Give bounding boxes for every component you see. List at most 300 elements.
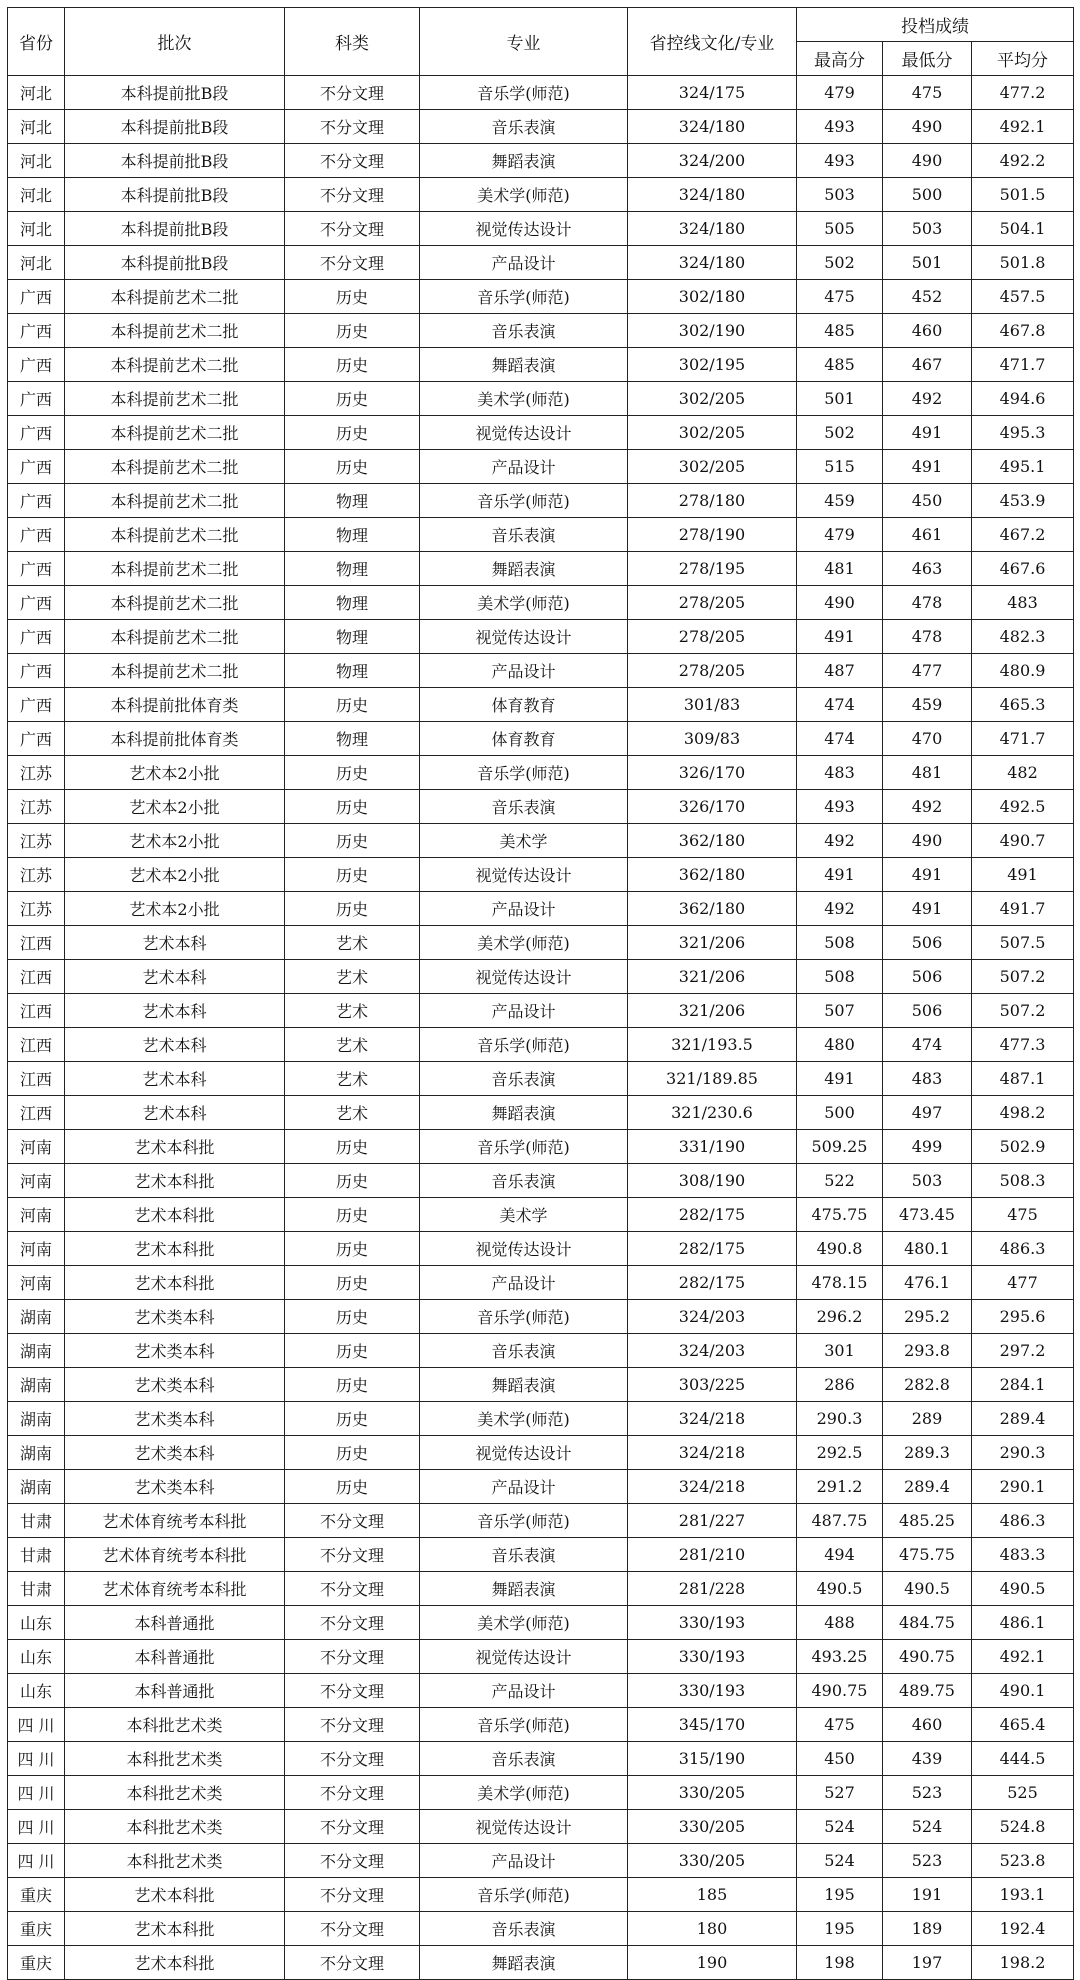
table-row	[8, 994, 1074, 1028]
cell-major: 视觉传达设计	[420, 1436, 628, 1470]
cell-control-line: 301/83	[628, 688, 797, 722]
cell-min-score: 499	[883, 1130, 972, 1164]
cell-batch: 本科提前艺术二批	[65, 314, 285, 348]
cell-max-score: 296.2	[797, 1300, 883, 1334]
cell-max-score: 522	[797, 1164, 883, 1198]
cell-subject: 不分文理	[285, 1742, 420, 1776]
cell-min-score: 484.75	[883, 1606, 972, 1640]
cell-batch: 艺术类本科	[65, 1334, 285, 1368]
cell-avg-score: 490.7	[972, 824, 1074, 858]
cell-avg-score: 475	[972, 1198, 1074, 1232]
cell-province: 江苏	[8, 790, 65, 824]
table-row	[8, 1232, 1074, 1266]
cell-min-score: 492	[883, 382, 972, 416]
cell-control-line: 324/203	[628, 1300, 797, 1334]
cell-major: 美术学	[420, 824, 628, 858]
cell-province: 广西	[8, 552, 65, 586]
cell-max-score: 474	[797, 722, 883, 756]
cell-subject: 历史	[285, 348, 420, 382]
cell-min-score: 506	[883, 926, 972, 960]
cell-batch: 艺术本科批	[65, 1130, 285, 1164]
cell-avg-score: 453.9	[972, 484, 1074, 518]
cell-min-score: 470	[883, 722, 972, 756]
cell-max-score: 292.5	[797, 1436, 883, 1470]
cell-major: 视觉传达设计	[420, 1232, 628, 1266]
cell-batch: 艺术类本科	[65, 1470, 285, 1504]
cell-province: 重庆	[8, 1878, 65, 1912]
cell-major: 音乐学(师范)	[420, 1708, 628, 1742]
table-row	[8, 246, 1074, 280]
cell-batch: 艺术本科	[65, 926, 285, 960]
table-row	[8, 1368, 1074, 1402]
cell-avg-score: 477.2	[972, 76, 1074, 110]
cell-major: 舞蹈表演	[420, 348, 628, 382]
cell-province: 重庆	[8, 1946, 65, 1980]
table-row	[8, 552, 1074, 586]
cell-major: 美术学(师范)	[420, 1606, 628, 1640]
cell-subject: 不分文理	[285, 1504, 420, 1538]
cell-max-score: 503	[797, 178, 883, 212]
cell-batch: 艺术本科	[65, 1028, 285, 1062]
cell-subject: 艺术	[285, 1062, 420, 1096]
cell-major: 音乐表演	[420, 518, 628, 552]
cell-max-score: 490.8	[797, 1232, 883, 1266]
cell-batch: 艺术本科批	[65, 1912, 285, 1946]
cell-subject: 历史	[285, 1130, 420, 1164]
cell-major: 音乐表演	[420, 1912, 628, 1946]
cell-control-line: 190	[628, 1946, 797, 1980]
cell-subject: 物理	[285, 518, 420, 552]
cell-max-score: 491	[797, 620, 883, 654]
cell-min-score: 460	[883, 1708, 972, 1742]
cell-max-score: 480	[797, 1028, 883, 1062]
cell-major: 音乐表演	[420, 790, 628, 824]
cell-max-score: 500	[797, 1096, 883, 1130]
cell-batch: 艺术本科批	[65, 1946, 285, 1980]
cell-control-line: 345/170	[628, 1708, 797, 1742]
cell-major: 音乐表演	[420, 1742, 628, 1776]
cell-avg-score: 192.4	[972, 1912, 1074, 1946]
cell-min-score: 506	[883, 960, 972, 994]
cell-subject: 不分文理	[285, 1878, 420, 1912]
cell-province: 山东	[8, 1606, 65, 1640]
table-row	[8, 1334, 1074, 1368]
cell-major: 音乐学(师范)	[420, 1504, 628, 1538]
table-row	[8, 1810, 1074, 1844]
cell-major: 视觉传达设计	[420, 620, 628, 654]
cell-control-line: 324/218	[628, 1402, 797, 1436]
table-row	[8, 586, 1074, 620]
cell-min-score: 478	[883, 620, 972, 654]
table-row	[8, 1572, 1074, 1606]
cell-subject: 历史	[285, 1334, 420, 1368]
cell-batch: 艺术本2小批	[65, 756, 285, 790]
cell-province: 江西	[8, 960, 65, 994]
cell-subject: 物理	[285, 722, 420, 756]
cell-avg-score: 508.3	[972, 1164, 1074, 1198]
cell-max-score: 195	[797, 1912, 883, 1946]
cell-subject: 艺术	[285, 926, 420, 960]
cell-avg-score: 467.8	[972, 314, 1074, 348]
cell-max-score: 483	[797, 756, 883, 790]
cell-province: 湖南	[8, 1436, 65, 1470]
cell-major: 体育教育	[420, 688, 628, 722]
cell-control-line: 321/230.6	[628, 1096, 797, 1130]
cell-avg-score: 486.1	[972, 1606, 1074, 1640]
cell-max-score: 524	[797, 1844, 883, 1878]
table-row	[8, 1096, 1074, 1130]
cell-max-score: 487.75	[797, 1504, 883, 1538]
cell-province: 甘肃	[8, 1504, 65, 1538]
cell-avg-score: 467.2	[972, 518, 1074, 552]
cell-avg-score: 480.9	[972, 654, 1074, 688]
cell-avg-score: 501.8	[972, 246, 1074, 280]
cell-max-score: 195	[797, 1878, 883, 1912]
cell-province: 江西	[8, 1028, 65, 1062]
header-province: 省份	[8, 8, 65, 76]
cell-major: 美术学	[420, 1198, 628, 1232]
cell-province: 江苏	[8, 756, 65, 790]
cell-major: 视觉传达设计	[420, 1640, 628, 1674]
cell-min-score: 191	[883, 1878, 972, 1912]
cell-min-score: 491	[883, 892, 972, 926]
table-row	[8, 1878, 1074, 1912]
cell-control-line: 278/205	[628, 620, 797, 654]
cell-major: 视觉传达设计	[420, 212, 628, 246]
cell-min-score: 501	[883, 246, 972, 280]
admission-scores-table	[7, 7, 1074, 1980]
table-row	[8, 1504, 1074, 1538]
cell-min-score: 475.75	[883, 1538, 972, 1572]
cell-batch: 艺术本科批	[65, 1878, 285, 1912]
cell-control-line: 309/83	[628, 722, 797, 756]
cell-province: 江苏	[8, 858, 65, 892]
table-row	[8, 484, 1074, 518]
cell-major: 视觉传达设计	[420, 960, 628, 994]
cell-avg-score: 490.1	[972, 1674, 1074, 1708]
cell-max-score: 475	[797, 1708, 883, 1742]
cell-province: 河南	[8, 1164, 65, 1198]
cell-batch: 艺术体育统考本科批	[65, 1572, 285, 1606]
cell-min-score: 491	[883, 858, 972, 892]
cell-major: 产品设计	[420, 1674, 628, 1708]
cell-control-line: 324/218	[628, 1470, 797, 1504]
cell-subject: 历史	[285, 1198, 420, 1232]
cell-min-score: 497	[883, 1096, 972, 1130]
cell-batch: 本科提前艺术二批	[65, 586, 285, 620]
cell-control-line: 330/205	[628, 1776, 797, 1810]
cell-control-line: 326/170	[628, 756, 797, 790]
cell-min-score: 477	[883, 654, 972, 688]
cell-subject: 不分文理	[285, 178, 420, 212]
cell-province: 湖南	[8, 1470, 65, 1504]
cell-subject: 不分文理	[285, 1606, 420, 1640]
cell-control-line: 362/180	[628, 824, 797, 858]
cell-batch: 艺术本科批	[65, 1198, 285, 1232]
cell-subject: 物理	[285, 620, 420, 654]
cell-control-line: 278/205	[628, 654, 797, 688]
cell-province: 湖南	[8, 1334, 65, 1368]
table-row	[8, 1776, 1074, 1810]
cell-max-score: 491	[797, 1062, 883, 1096]
cell-batch: 本科批艺术类	[65, 1810, 285, 1844]
cell-subject: 物理	[285, 654, 420, 688]
table-row	[8, 1640, 1074, 1674]
cell-subject: 不分文理	[285, 1776, 420, 1810]
cell-control-line: 282/175	[628, 1266, 797, 1300]
cell-batch: 本科提前艺术二批	[65, 518, 285, 552]
cell-max-score: 479	[797, 76, 883, 110]
header-max-score: 最高分	[797, 42, 883, 76]
table-row	[8, 892, 1074, 926]
cell-subject: 历史	[285, 1402, 420, 1436]
cell-max-score: 481	[797, 552, 883, 586]
cell-control-line: 302/205	[628, 416, 797, 450]
cell-batch: 艺术本科	[65, 994, 285, 1028]
table-row	[8, 926, 1074, 960]
table-row	[8, 824, 1074, 858]
cell-province: 广西	[8, 450, 65, 484]
cell-major: 视觉传达设计	[420, 858, 628, 892]
cell-batch: 艺术本2小批	[65, 892, 285, 926]
cell-subject: 不分文理	[285, 1844, 420, 1878]
cell-min-score: 295.2	[883, 1300, 972, 1334]
cell-max-score: 490.5	[797, 1572, 883, 1606]
table-row	[8, 450, 1074, 484]
cell-subject: 不分文理	[285, 246, 420, 280]
cell-batch: 本科普通批	[65, 1640, 285, 1674]
cell-max-score: 479	[797, 518, 883, 552]
cell-province: 广西	[8, 586, 65, 620]
cell-batch: 艺术类本科	[65, 1368, 285, 1402]
cell-max-score: 524	[797, 1810, 883, 1844]
cell-major: 音乐表演	[420, 1062, 628, 1096]
cell-subject: 不分文理	[285, 1674, 420, 1708]
cell-province: 广西	[8, 688, 65, 722]
cell-province: 江苏	[8, 824, 65, 858]
cell-min-score: 480.1	[883, 1232, 972, 1266]
cell-max-score: 478.15	[797, 1266, 883, 1300]
cell-avg-score: 498.2	[972, 1096, 1074, 1130]
cell-max-score: 490	[797, 586, 883, 620]
cell-subject: 艺术	[285, 1028, 420, 1062]
cell-major: 产品设计	[420, 892, 628, 926]
cell-avg-score: 524.8	[972, 1810, 1074, 1844]
cell-control-line: 278/190	[628, 518, 797, 552]
cell-control-line: 321/206	[628, 926, 797, 960]
cell-subject: 不分文理	[285, 1538, 420, 1572]
cell-subject: 物理	[285, 552, 420, 586]
cell-max-score: 490.75	[797, 1674, 883, 1708]
cell-control-line: 185	[628, 1878, 797, 1912]
cell-province: 四 川	[8, 1844, 65, 1878]
cell-batch: 本科提前艺术二批	[65, 382, 285, 416]
cell-avg-score: 492.1	[972, 1640, 1074, 1674]
cell-max-score: 508	[797, 960, 883, 994]
cell-subject: 不分文理	[285, 1572, 420, 1606]
cell-avg-score: 487.1	[972, 1062, 1074, 1096]
cell-control-line: 324/175	[628, 76, 797, 110]
cell-avg-score: 465.4	[972, 1708, 1074, 1742]
cell-control-line: 321/206	[628, 994, 797, 1028]
cell-max-score: 493.25	[797, 1640, 883, 1674]
cell-province: 河南	[8, 1232, 65, 1266]
cell-control-line: 302/180	[628, 280, 797, 314]
cell-min-score: 500	[883, 178, 972, 212]
cell-max-score: 488	[797, 1606, 883, 1640]
cell-min-score: 490	[883, 824, 972, 858]
cell-batch: 艺术本2小批	[65, 790, 285, 824]
cell-province: 河北	[8, 110, 65, 144]
cell-avg-score: 295.6	[972, 1300, 1074, 1334]
cell-subject: 物理	[285, 484, 420, 518]
table-header	[8, 8, 1074, 76]
cell-control-line: 321/189.85	[628, 1062, 797, 1096]
cell-subject: 历史	[285, 416, 420, 450]
cell-major: 美术学(师范)	[420, 586, 628, 620]
cell-batch: 本科普通批	[65, 1674, 285, 1708]
cell-subject: 历史	[285, 1266, 420, 1300]
cell-avg-score: 491.7	[972, 892, 1074, 926]
cell-control-line: 324/180	[628, 212, 797, 246]
cell-province: 河北	[8, 76, 65, 110]
cell-major: 美术学(师范)	[420, 926, 628, 960]
table-row	[8, 1606, 1074, 1640]
cell-max-score: 491	[797, 858, 883, 892]
table-row	[8, 960, 1074, 994]
cell-max-score: 508	[797, 926, 883, 960]
cell-max-score: 493	[797, 144, 883, 178]
cell-province: 四 川	[8, 1776, 65, 1810]
cell-subject: 历史	[285, 824, 420, 858]
cell-max-score: 485	[797, 314, 883, 348]
cell-max-score: 485	[797, 348, 883, 382]
cell-province: 广西	[8, 382, 65, 416]
cell-avg-score: 492.5	[972, 790, 1074, 824]
cell-min-score: 289.4	[883, 1470, 972, 1504]
table-row	[8, 416, 1074, 450]
cell-subject: 不分文理	[285, 76, 420, 110]
cell-avg-score: 465.3	[972, 688, 1074, 722]
cell-province: 河南	[8, 1266, 65, 1300]
cell-min-score: 478	[883, 586, 972, 620]
cell-major: 音乐学(师范)	[420, 1878, 628, 1912]
cell-avg-score: 483	[972, 586, 1074, 620]
cell-min-score: 490.75	[883, 1640, 972, 1674]
cell-max-score: 492	[797, 824, 883, 858]
cell-subject: 不分文理	[285, 1912, 420, 1946]
cell-major: 舞蹈表演	[420, 1368, 628, 1402]
header-scores-group: 投档成绩	[797, 8, 1074, 42]
table-row	[8, 1742, 1074, 1776]
cell-province: 江西	[8, 926, 65, 960]
table-row	[8, 722, 1074, 756]
cell-control-line: 330/193	[628, 1606, 797, 1640]
cell-min-score: 506	[883, 994, 972, 1028]
cell-province: 河南	[8, 1130, 65, 1164]
cell-min-score: 492	[883, 790, 972, 824]
table-row	[8, 76, 1074, 110]
table-row	[8, 110, 1074, 144]
cell-avg-score: 501.5	[972, 178, 1074, 212]
cell-subject: 物理	[285, 586, 420, 620]
cell-avg-score: 492.2	[972, 144, 1074, 178]
cell-avg-score: 502.9	[972, 1130, 1074, 1164]
cell-control-line: 282/175	[628, 1232, 797, 1266]
cell-avg-score: 492.1	[972, 110, 1074, 144]
cell-subject: 历史	[285, 450, 420, 484]
cell-max-score: 291.2	[797, 1470, 883, 1504]
cell-major: 舞蹈表演	[420, 1572, 628, 1606]
cell-avg-score: 477.3	[972, 1028, 1074, 1062]
table-row	[8, 1674, 1074, 1708]
cell-control-line: 302/190	[628, 314, 797, 348]
cell-min-score: 475	[883, 76, 972, 110]
cell-control-line: 324/180	[628, 110, 797, 144]
table-row	[8, 688, 1074, 722]
table-row	[8, 280, 1074, 314]
cell-batch: 本科提前批体育类	[65, 688, 285, 722]
table-row	[8, 1470, 1074, 1504]
table-row	[8, 620, 1074, 654]
cell-min-score: 452	[883, 280, 972, 314]
cell-major: 产品设计	[420, 654, 628, 688]
cell-batch: 艺术类本科	[65, 1402, 285, 1436]
cell-max-score: 505	[797, 212, 883, 246]
cell-major: 音乐表演	[420, 1334, 628, 1368]
table-row	[8, 1436, 1074, 1470]
cell-subject: 历史	[285, 892, 420, 926]
cell-avg-score: 297.2	[972, 1334, 1074, 1368]
cell-avg-score: 193.1	[972, 1878, 1074, 1912]
cell-max-score: 493	[797, 790, 883, 824]
cell-province: 山东	[8, 1674, 65, 1708]
cell-avg-score: 289.4	[972, 1402, 1074, 1436]
cell-min-score: 293.8	[883, 1334, 972, 1368]
cell-batch: 本科批艺术类	[65, 1844, 285, 1878]
cell-batch: 艺术类本科	[65, 1436, 285, 1470]
table-row	[8, 1062, 1074, 1096]
cell-max-score: 286	[797, 1368, 883, 1402]
cell-max-score: 502	[797, 246, 883, 280]
cell-avg-score: 290.3	[972, 1436, 1074, 1470]
cell-avg-score: 494.6	[972, 382, 1074, 416]
cell-control-line: 302/205	[628, 450, 797, 484]
cell-province: 湖南	[8, 1402, 65, 1436]
cell-min-score: 476.1	[883, 1266, 972, 1300]
cell-major: 产品设计	[420, 1266, 628, 1300]
cell-control-line: 321/193.5	[628, 1028, 797, 1062]
cell-min-score: 491	[883, 450, 972, 484]
cell-province: 甘肃	[8, 1572, 65, 1606]
cell-batch: 本科提前艺术二批	[65, 552, 285, 586]
cell-min-score: 459	[883, 688, 972, 722]
cell-batch: 艺术本2小批	[65, 858, 285, 892]
cell-major: 音乐表演	[420, 314, 628, 348]
cell-province: 江西	[8, 1096, 65, 1130]
cell-control-line: 326/170	[628, 790, 797, 824]
cell-major: 舞蹈表演	[420, 1946, 628, 1980]
cell-major: 音乐学(师范)	[420, 484, 628, 518]
cell-control-line: 324/203	[628, 1334, 797, 1368]
cell-max-score: 290.3	[797, 1402, 883, 1436]
table-row	[8, 1130, 1074, 1164]
cell-control-line: 331/190	[628, 1130, 797, 1164]
cell-province: 江西	[8, 1062, 65, 1096]
cell-avg-score: 198.2	[972, 1946, 1074, 1980]
cell-subject: 历史	[285, 1164, 420, 1198]
cell-batch: 本科提前批B段	[65, 144, 285, 178]
